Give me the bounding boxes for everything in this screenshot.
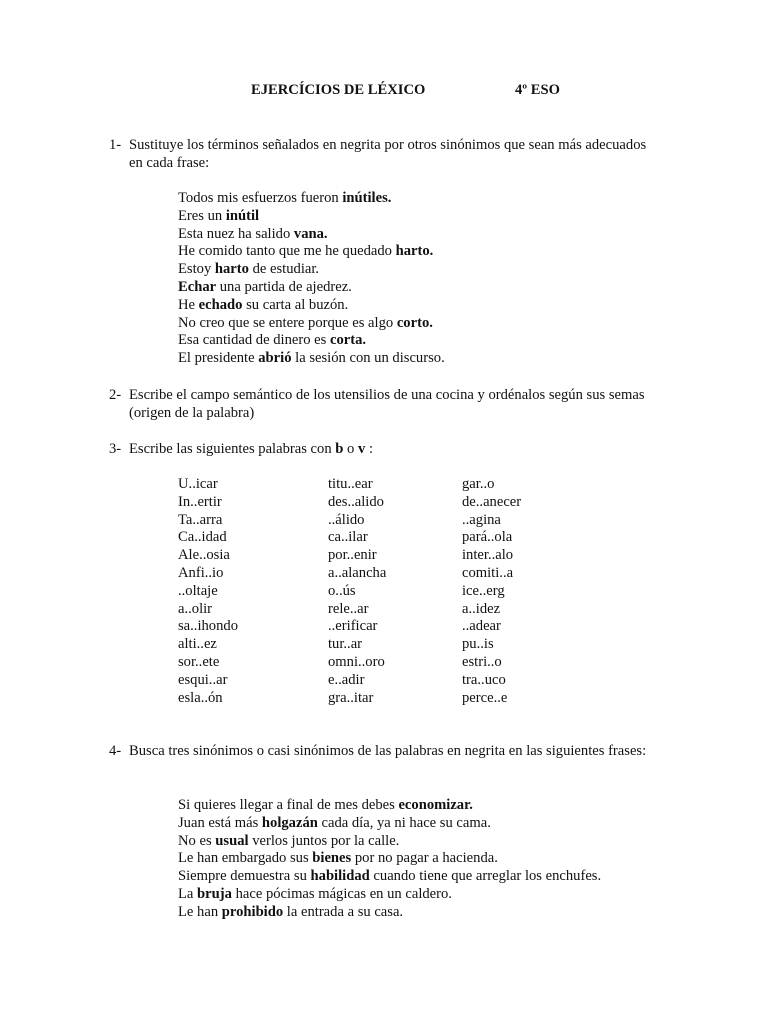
word-item: sor..ete xyxy=(178,653,220,670)
bold-word: holgazán xyxy=(261,814,318,831)
sentence-text: de estudiar. xyxy=(248,261,320,278)
word-item: gra..itar xyxy=(328,689,374,706)
bold-word: harto xyxy=(214,261,249,278)
bold-word: abrió xyxy=(258,350,292,367)
word-item: omni..oro xyxy=(328,653,385,670)
word-column-1 xyxy=(178,476,238,707)
word-item: ..agina xyxy=(462,511,501,528)
letter-v: v xyxy=(358,441,366,457)
question-3-text xyxy=(129,441,649,459)
word-item: pu..is xyxy=(462,636,494,653)
question-2-text: Escribe el campo semántico de los utensilios de una cocina y ordénalos según sus semas (origen de la palabra) xyxy=(129,387,645,421)
bold-word: corta. xyxy=(329,332,367,349)
question-1-text: Sustituye los términos señalados en negrita por otros sinónimos que sean más adecuados en cada frase: xyxy=(129,137,647,171)
sentence-text: cada día, ya ni hace su cama. xyxy=(317,814,491,831)
word-item: a..olir xyxy=(178,600,213,617)
sentence-text: hace pócimas mágicas en un caldero. xyxy=(231,885,452,902)
question-4-text: Busca tres sinónimos o casi sinónimos de las palabras en negrita en las siguientes frases: xyxy=(129,743,647,759)
bold-word: vana. xyxy=(293,225,328,242)
bold-word: inútiles. xyxy=(342,190,392,206)
word-item: esla..ón xyxy=(178,689,223,706)
word-item: Ta..arra xyxy=(178,511,223,528)
word-item: a..idez xyxy=(462,600,501,617)
question-4-sentences xyxy=(178,797,601,922)
sentence-text: He xyxy=(178,296,199,313)
sentence-text: su carta al buzón. xyxy=(242,296,349,313)
sentence-text: El presidente xyxy=(178,350,259,367)
sentence-line xyxy=(178,261,445,279)
word-item: estri..o xyxy=(462,653,502,670)
word-item: alti..ez xyxy=(178,636,217,653)
word-item: Anfi..io xyxy=(178,564,224,581)
sentence-line xyxy=(178,208,445,226)
word-column-3 xyxy=(462,476,521,707)
word-item: ..adear xyxy=(462,618,501,635)
bold-word: harto. xyxy=(395,243,434,260)
sentence-line xyxy=(178,315,445,333)
sentence-text: No es xyxy=(178,832,216,849)
sentence-text: Eres un xyxy=(178,207,226,224)
sentence-line xyxy=(178,850,601,868)
sentence-text: una partida de ajedrez. xyxy=(216,278,352,295)
sentence-text: Si quieres llegar a final de mes debes xyxy=(178,797,399,813)
word-item: e..adir xyxy=(328,671,365,688)
question-3-text-post: : xyxy=(365,441,373,457)
bold-word: habilidad xyxy=(310,868,370,885)
sentence-text: verlos juntos por la calle. xyxy=(248,832,400,849)
word-item: ice..erg xyxy=(462,582,505,599)
sentence-line xyxy=(178,350,445,368)
sentence-text: Juan está más xyxy=(178,814,262,831)
sentence-line xyxy=(178,833,601,851)
word-item: esqui..ar xyxy=(178,671,228,688)
sentence-text: No creo que se entere porque es algo xyxy=(178,314,397,331)
sentence-text: Le han xyxy=(178,903,222,920)
word-item: ..erificar xyxy=(328,618,378,635)
sentence-line xyxy=(178,190,445,208)
sentence-text: la sesión con un discurso. xyxy=(291,350,445,367)
sentence-text: Le han embargado sus xyxy=(178,850,313,867)
sentence-text: cuando tiene que arreglar los enchufes. xyxy=(369,868,602,885)
sentence-text: por no pagar a hacienda. xyxy=(351,850,498,867)
sentence-text: Estoy xyxy=(178,261,215,278)
sentence-line xyxy=(178,297,445,315)
word-item: o..ús xyxy=(328,582,356,599)
sentence-line xyxy=(178,226,445,244)
word-item: perce..e xyxy=(462,689,508,706)
word-item: In..ertir xyxy=(178,493,222,510)
question-2-number: 2- xyxy=(109,387,122,403)
question-1-sentences xyxy=(178,190,445,368)
document-title: EJERCÍCIOS DE LÉXICO xyxy=(251,82,426,98)
sentence-line xyxy=(178,815,601,833)
sentence-line xyxy=(178,904,601,922)
bold-word: usual xyxy=(215,832,249,849)
word-item: ..álido xyxy=(328,511,365,528)
sentence-line xyxy=(178,886,601,904)
sentence-text: Esta nuez ha salido xyxy=(178,225,294,242)
word-item: Ca..idad xyxy=(178,529,227,546)
word-item: titu..ear xyxy=(328,476,373,492)
bold-word: inútil xyxy=(225,207,260,224)
question-3-text-pre: Escribe las siguientes palabras con xyxy=(129,441,336,457)
bold-word: prohibido xyxy=(221,903,284,920)
bold-word: Echar xyxy=(178,278,217,295)
bold-word: bruja xyxy=(197,885,232,902)
sentence-line xyxy=(178,332,445,350)
word-item: gar..o xyxy=(462,476,495,492)
letter-b: b xyxy=(335,441,344,457)
word-item: comiti..a xyxy=(462,564,514,581)
word-column-2 xyxy=(328,476,386,707)
bold-word: corto. xyxy=(396,314,433,331)
question-3-number: 3- xyxy=(109,441,122,457)
sentence-text: la entrada a su casa. xyxy=(283,903,404,920)
question-3-text-or: o xyxy=(343,441,358,457)
sentence-text: Todos mis esfuerzos fueron xyxy=(178,190,343,206)
sentence-text: Siempre demuestra su xyxy=(178,868,311,885)
word-item: tur..ar xyxy=(328,636,363,653)
word-item: Ale..osia xyxy=(178,547,230,564)
word-item: ..oltaje xyxy=(178,582,218,599)
sentence-line xyxy=(178,797,601,815)
word-item: a..alancha xyxy=(328,564,387,581)
word-item: des..alido xyxy=(328,493,384,510)
grade-label: 4º ESO xyxy=(515,82,560,98)
word-item: ca..ilar xyxy=(328,529,368,546)
word-item: tra..uco xyxy=(462,671,506,688)
sentence-text: Esa cantidad de dinero es xyxy=(178,332,330,349)
word-item: pará..ola xyxy=(462,529,513,546)
sentence-text: He comido tanto que me he quedado xyxy=(178,243,396,260)
sentence-text: La xyxy=(178,885,198,902)
word-item: de..anecer xyxy=(462,493,522,510)
bold-word: echado xyxy=(198,296,243,313)
sentence-line xyxy=(178,243,445,261)
word-item: sa..ihondo xyxy=(178,618,238,635)
question-4-number: 4- xyxy=(109,743,122,759)
word-item: U..icar xyxy=(178,476,218,492)
sentence-line xyxy=(178,868,601,886)
question-1-number: 1- xyxy=(109,137,122,153)
sentence-line xyxy=(178,279,445,297)
word-item: rele..ar xyxy=(328,600,369,617)
bold-word: economizar. xyxy=(398,797,473,813)
word-item: por..enir xyxy=(328,547,377,564)
bold-word: bienes xyxy=(312,850,352,867)
word-item: inter..alo xyxy=(462,547,514,564)
